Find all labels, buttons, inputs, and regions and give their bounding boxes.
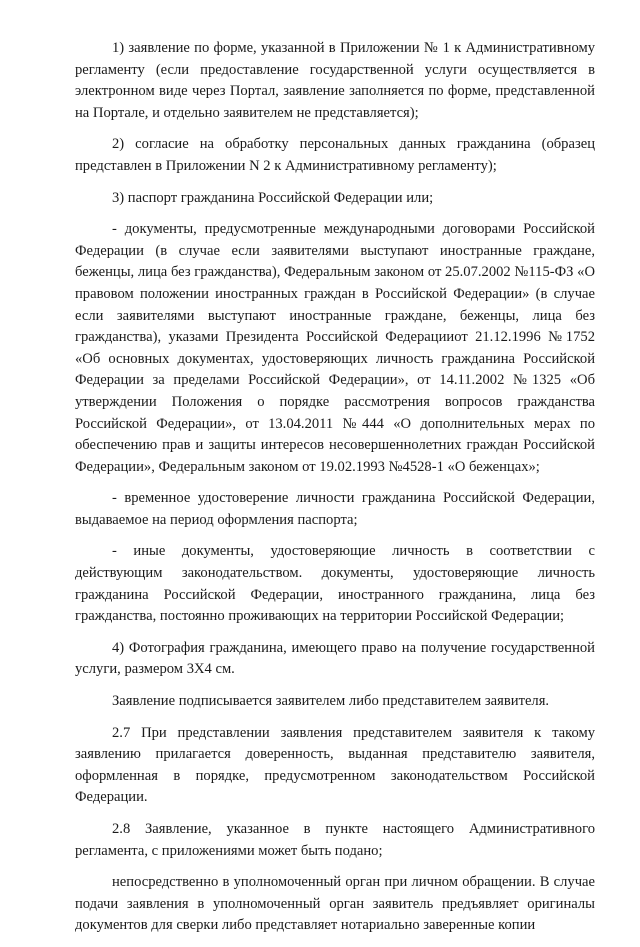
paragraph-consent: 2) согласие на обработку персональных данных гражданина (образец представлен в Приложении N 2 к Административному регламенту); xyxy=(75,136,595,174)
paragraph-international-documents: - документы, предусмотренные международными договорами Российской Федерации (в случае если заявителями выступают иностранные граждане, беженцы, лица без гражданства), Федеральным законом от 25.07.2002 №115-ФЗ «О правовом положении иностранных граждан в Российской Федерации» (в случае если заявителями выступают иностранные граждане, беженцы, лица без гражданства), указами Президента Российской Федерацииот 21.12.1996 №1752 «Об основных документах, удостоверяющих личность гражданина Российской Федерации за пределами Российской Федерации», от 14.11.2002 №1325 «Об утверждении Положения о порядке рассмотрения вопросов гражданства Российской Федерации», от 13.04.2011 №444 «О дополнительных мерах по обеспечению прав и защиты интересов несовершеннолетних граждан Российской Федерации», Федеральным законом от 19.02.1993 №4528-1 «О беженцах»; xyxy=(75,221,595,475)
paragraph-in-person: непосредственно в уполномоченный орган при личном обращении. В случае подачи заявления в уполномоченный орган заявитель предъявляет оригиналы документов для сверки либо представляет нотариально заверенные копии xyxy=(75,874,595,934)
paragraph-2-8: 2.8 Заявление, указанное в пункте настоящего Административного регламента, с приложениями может быть подано; xyxy=(75,821,595,859)
paragraph-other-documents: - иные документы, удостоверяющие личность в соответствии с действующим законодательством. документы, удостоверяющие личность гражданина Российской Федерации, иностранного гражданина, лица без гражданства, постоянно проживающих на территории Российской Федерации; xyxy=(75,543,595,625)
document-body xyxy=(75,38,595,947)
paragraph-application-form: 1) заявление по форме, указанной в Приложении № 1 к Административному регламенту (если предоставление государственной услуги осуществляется в электронном виде через Портал, заявление заполняется по форме, представленной на Портале, и отдельно заявителем не представляется); xyxy=(75,40,595,121)
paragraph-passport: 3) паспорт гражданина Российской Федерации или; xyxy=(112,189,434,206)
paragraph-2-7: 2.7 При представлении заявления представителем заявителя к такому заявлению прилагается доверенность, выданная представителю заявителя, оформленная в порядке, предусмотренном законодательством Российской Федерации. xyxy=(75,724,595,806)
paragraph-temporary-id: - временное удостоверение личности гражданина Российской Федерации, выдаваемое на период оформления паспорта; xyxy=(75,490,595,528)
paragraph-photo: 4) Фотография гражданина, имеющего право на получение государственной услуги, размером 3Х4 см. xyxy=(75,639,595,678)
paragraph-signature: Заявление подписывается заявителем либо представителем заявителя. xyxy=(112,693,550,710)
